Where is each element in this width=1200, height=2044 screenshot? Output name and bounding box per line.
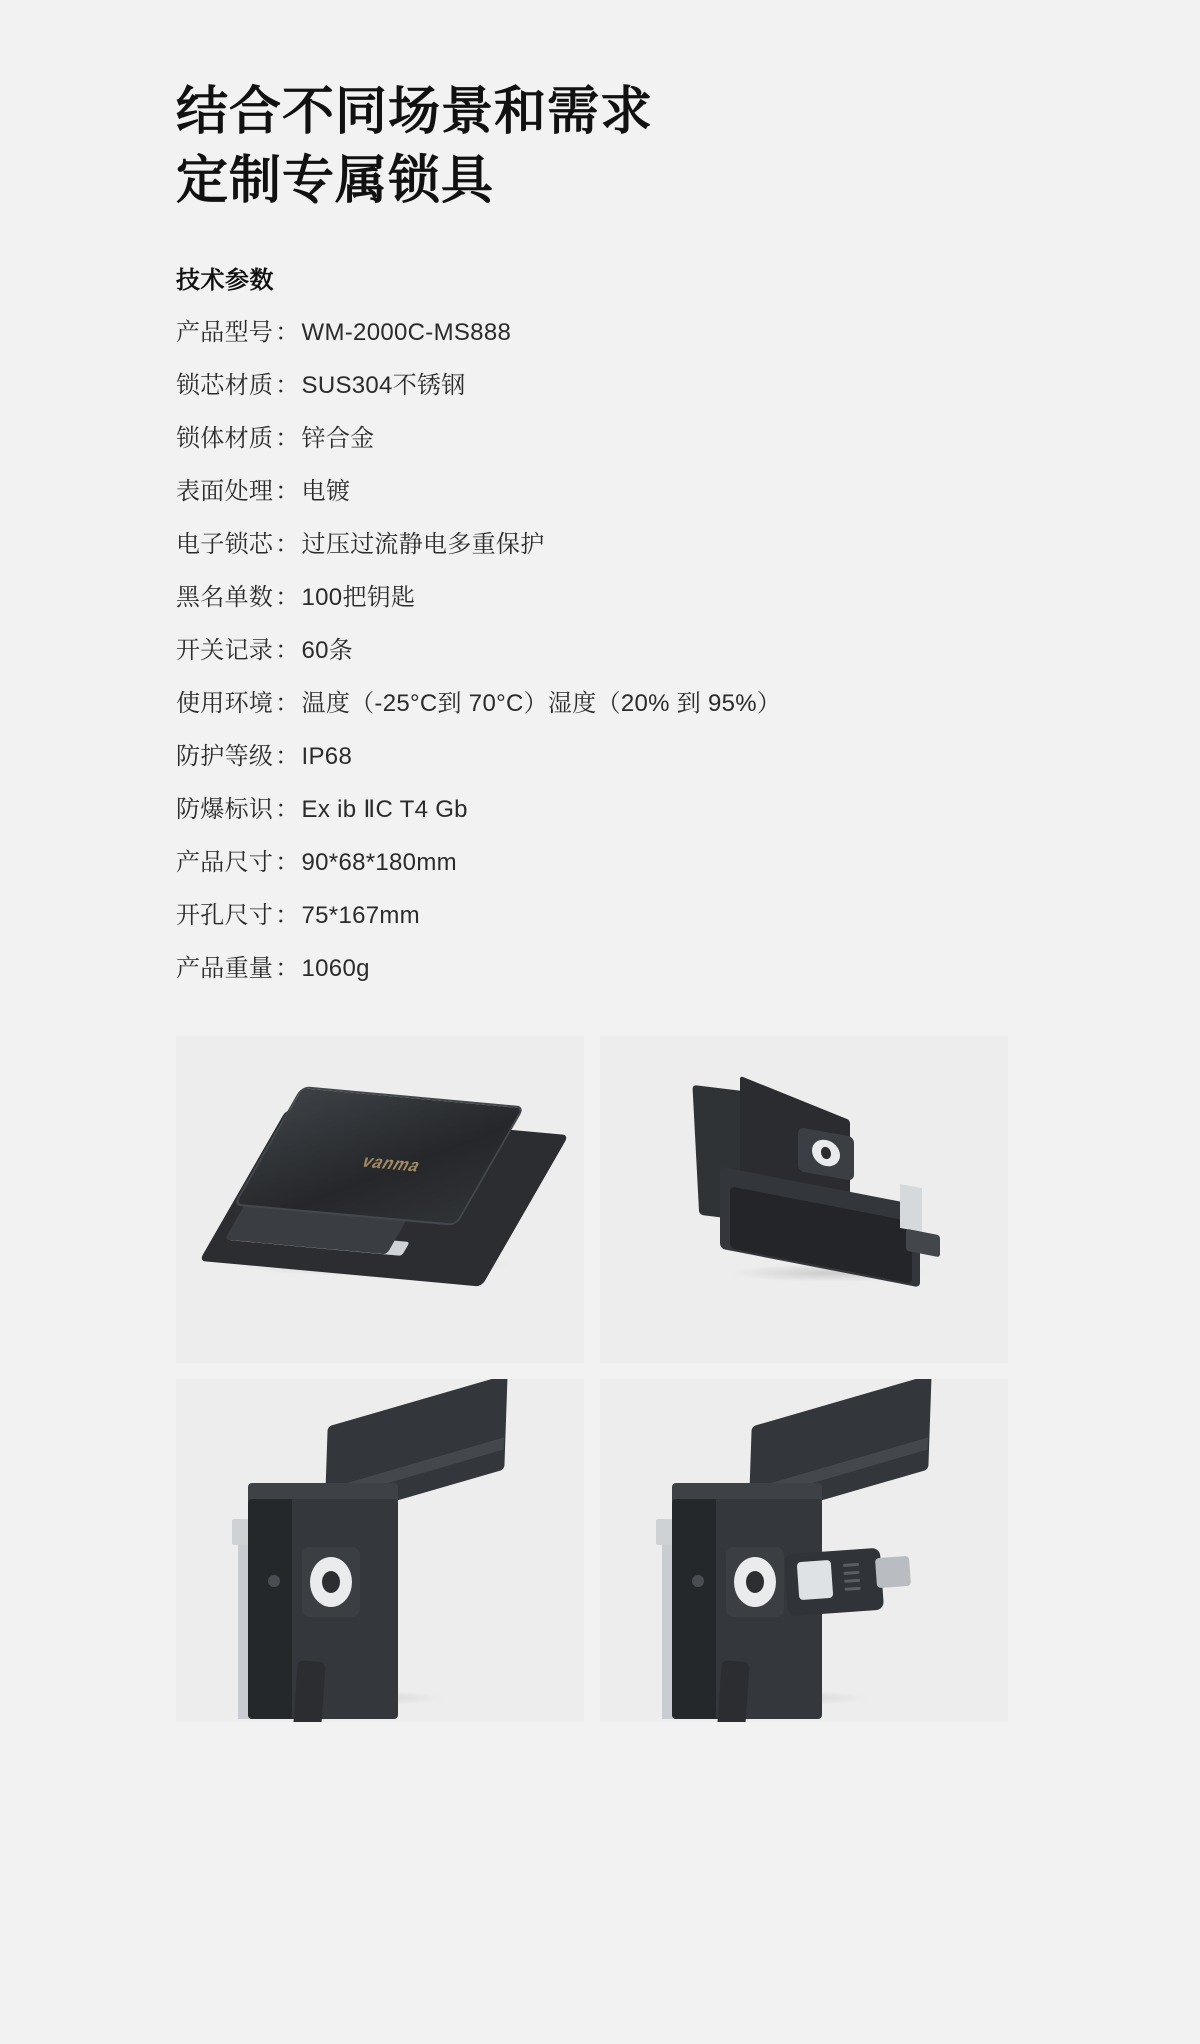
spec-separator: ： — [275, 637, 300, 665]
spec-row — [176, 321, 1056, 345]
spec-value: 1060g — [301, 955, 370, 983]
spec-key: 开关记录 — [176, 637, 274, 665]
spec-key: 防护等级 — [176, 743, 274, 771]
spec-value: 75*167mm — [301, 902, 420, 930]
spec-row — [176, 480, 1056, 504]
photo-4-smart-key-grip — [843, 1562, 871, 1596]
spec-value: 90*68*180mm — [301, 849, 457, 877]
spec-row — [176, 745, 1056, 769]
photo-3-illustration — [176, 1379, 584, 1722]
spec-separator: ： — [275, 849, 300, 877]
spec-value: SUS304不锈钢 — [301, 372, 466, 400]
spec-key: 产品重量 — [176, 955, 274, 983]
spec-row — [176, 798, 1056, 822]
spec-value: 60条 — [301, 637, 354, 665]
spec-row — [176, 639, 1056, 663]
spec-separator: ： — [275, 743, 300, 771]
spec-key: 黑名单数 — [176, 584, 274, 612]
spec-row — [176, 427, 1056, 451]
spec-key: 防爆标识 — [176, 796, 274, 824]
photo-4-smart-key-screen — [797, 1560, 834, 1600]
spec-row — [176, 586, 1056, 610]
photo-2-metal-plate — [900, 1184, 922, 1232]
photo-4-housing-shadow-face — [672, 1499, 716, 1719]
photo-2-illustration — [600, 1036, 1008, 1363]
page-title-line-1: 结合不同场景和需求 — [176, 83, 654, 141]
photo-4-illustration — [600, 1379, 1008, 1722]
page-title-line-2: 定制专属锁具 — [176, 152, 495, 211]
spec-value: 锌合金 — [301, 425, 375, 453]
spec-key: 表面处理 — [176, 478, 274, 506]
spec-list — [176, 321, 1056, 981]
product-photo-open-cover — [600, 1036, 1008, 1363]
product-photo-smart-key-in-use — [600, 1379, 1008, 1722]
spec-value: IP68 — [301, 743, 353, 771]
page-title — [176, 78, 1056, 216]
spec-value: 温度（-25°C到 70°C）湿度（20% 到 95%） — [301, 690, 782, 718]
spec-key: 锁芯材质 — [176, 372, 274, 400]
spec-key: 使用环境 — [176, 690, 274, 718]
spec-value: 电镀 — [301, 478, 351, 506]
product-photo-front-flat — [176, 1036, 584, 1363]
spec-key: 电子锁芯 — [176, 531, 274, 559]
photo-1-illustration — [176, 1036, 584, 1363]
spec-separator: ： — [275, 955, 300, 983]
spec-separator: ： — [275, 478, 300, 506]
spec-key: 开孔尺寸 — [176, 902, 274, 930]
spec-section-title: 技术参数 — [176, 267, 274, 295]
spec-separator: ： — [275, 531, 300, 559]
spec-row — [176, 957, 1056, 981]
spec-row — [176, 533, 1056, 557]
photo-4-smart-key-tip — [875, 1556, 911, 1588]
brand-logo-text: vanma — [358, 1151, 426, 1176]
photo-3-housing-shadow-face — [248, 1499, 292, 1719]
spec-separator: ： — [275, 690, 300, 718]
spec-separator: ： — [275, 372, 300, 400]
spec-value: 过压过流静电多重保护 — [301, 531, 545, 559]
spec-row — [176, 692, 1056, 716]
spec-row — [176, 374, 1056, 398]
spec-row — [176, 851, 1056, 875]
spec-separator: ： — [275, 319, 300, 347]
spec-key: 产品型号 — [176, 319, 274, 347]
product-image-gallery — [176, 1036, 1008, 1762]
spec-separator: ： — [275, 902, 300, 930]
spec-value: 100把钥匙 — [301, 584, 416, 612]
spec-separator: ： — [275, 584, 300, 612]
spec-separator: ： — [275, 796, 300, 824]
spec-value: WM-2000C-MS888 — [301, 319, 512, 347]
spec-key: 产品尺寸 — [176, 849, 274, 877]
spec-key: 锁体材质 — [176, 425, 274, 453]
content-column — [176, 78, 1056, 981]
spec-row — [176, 904, 1056, 928]
product-photo-upright-cylinder — [176, 1379, 584, 1722]
spec-value: Ex ib ⅡC T4 Gb — [301, 796, 468, 824]
spec-separator: ： — [275, 425, 300, 453]
